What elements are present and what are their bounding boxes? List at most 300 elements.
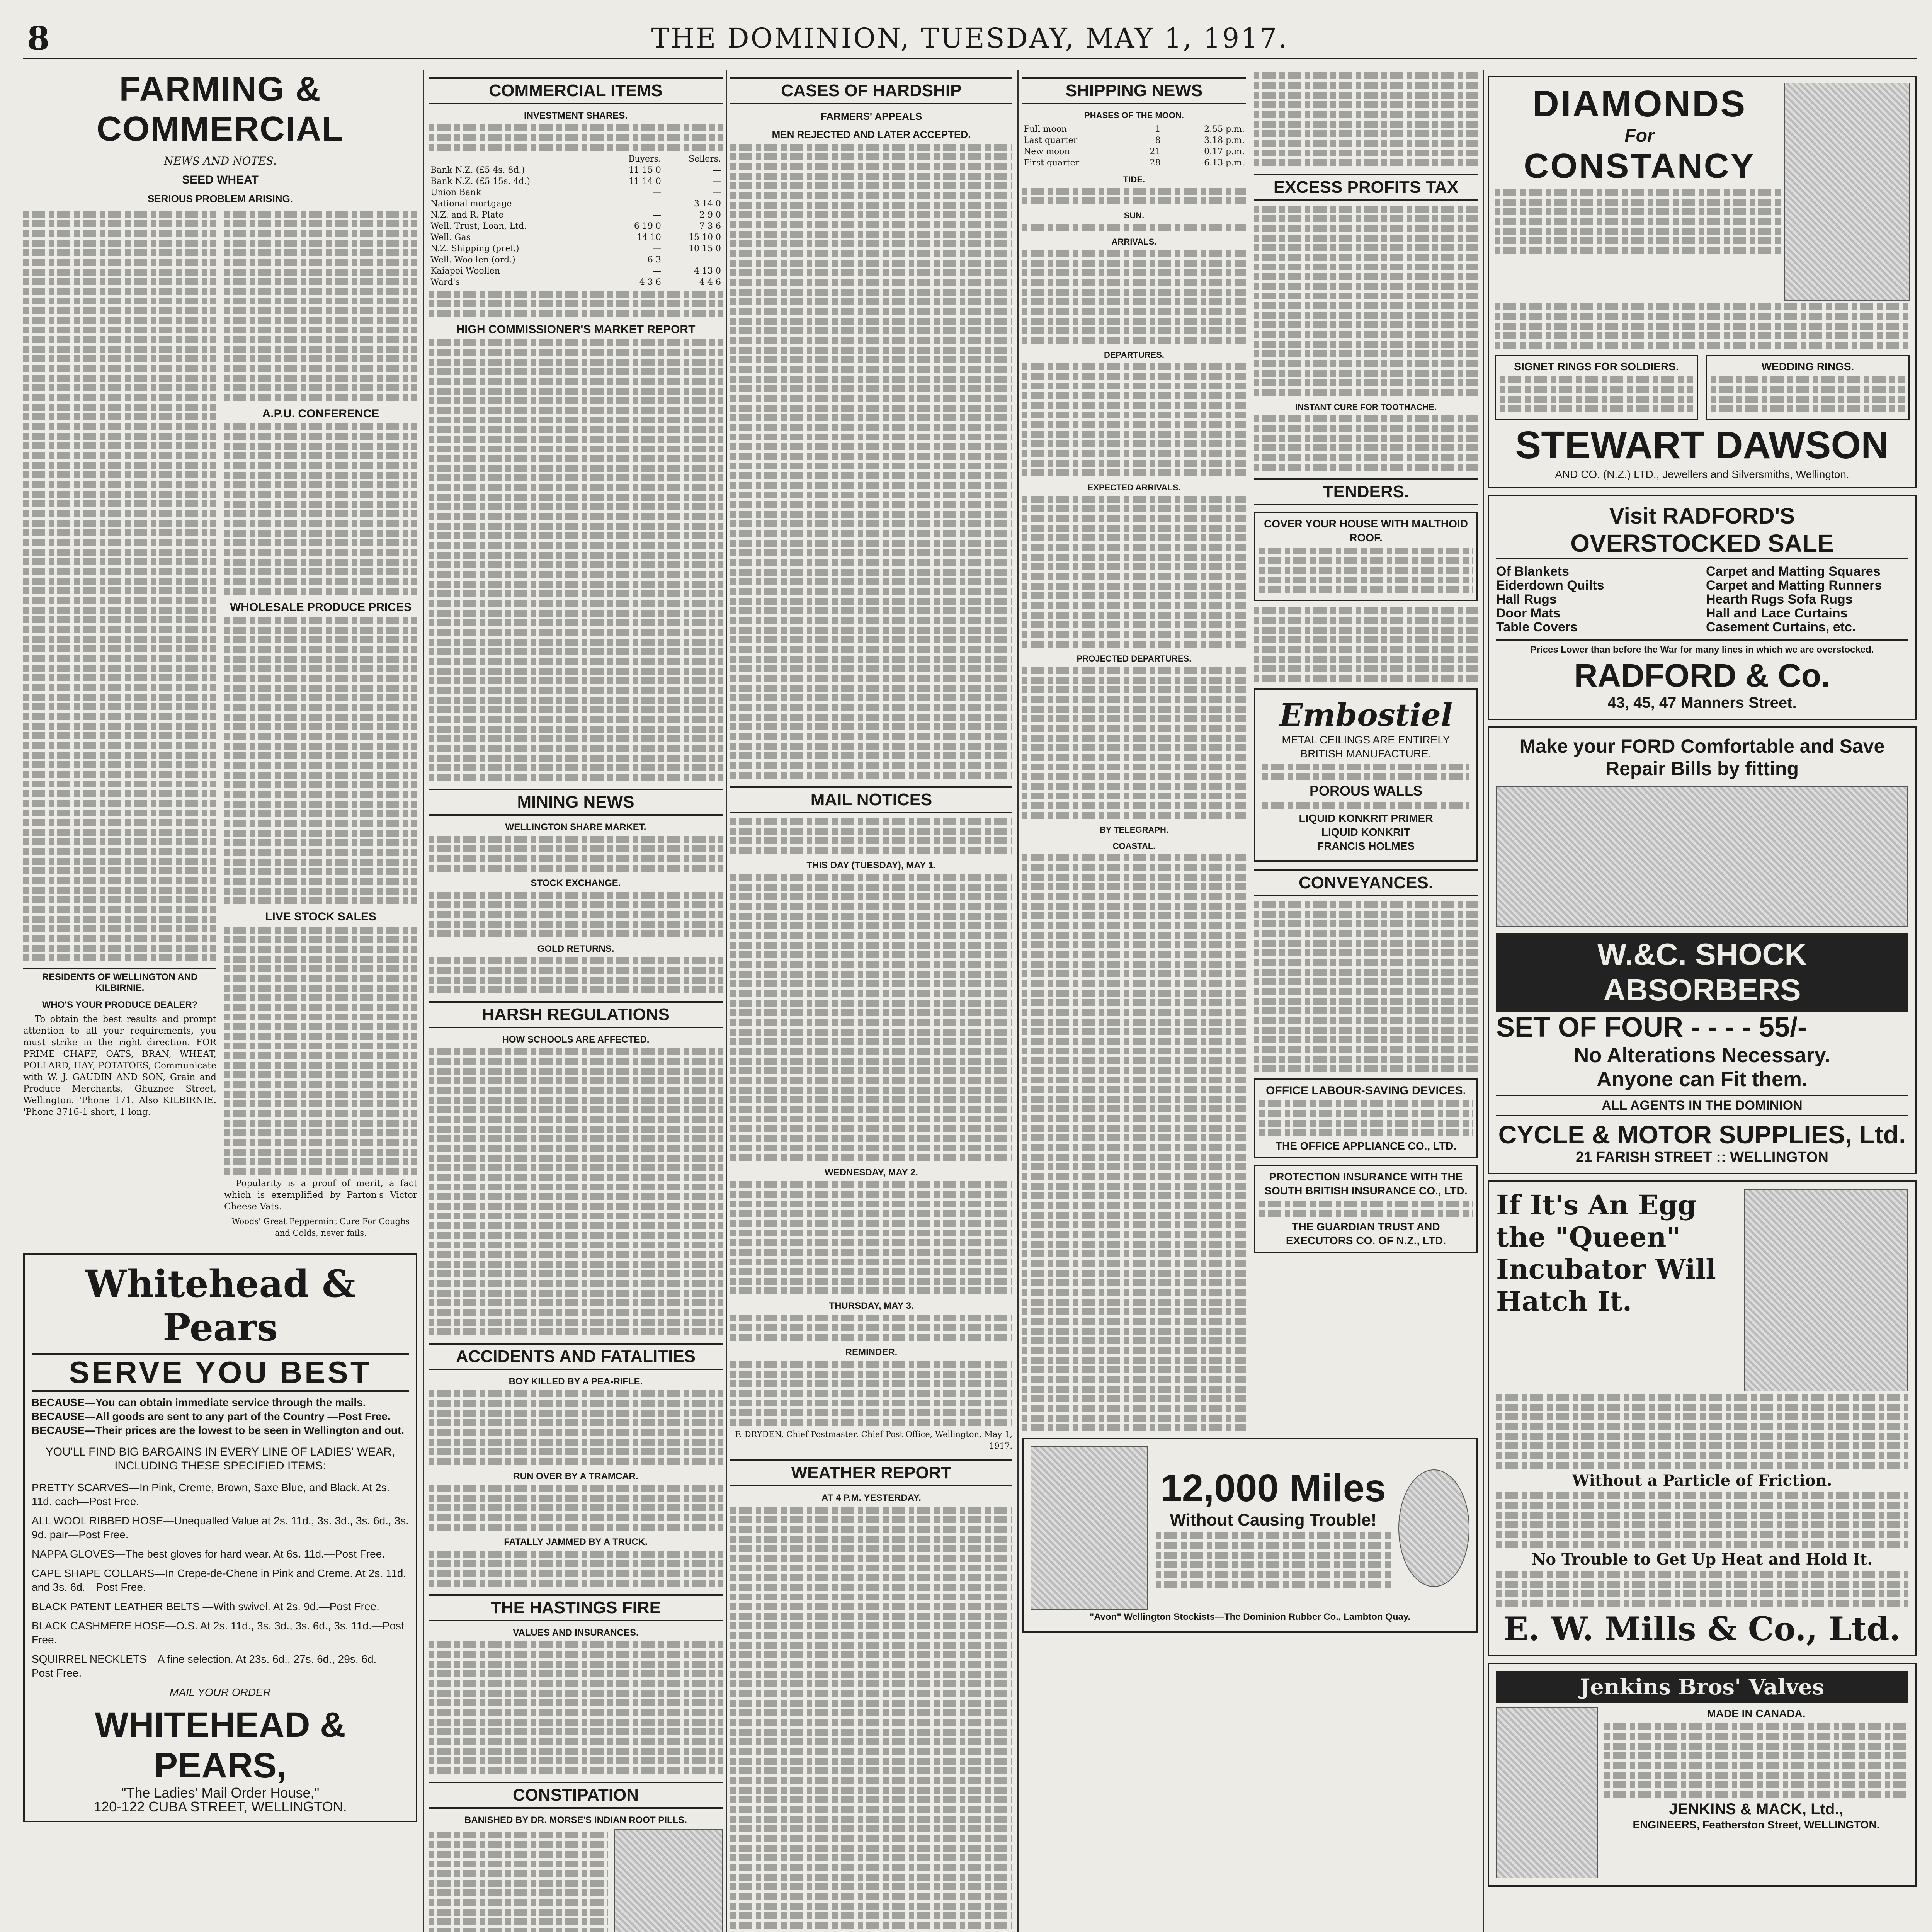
text-line [1022,1077,1246,1083]
text-line [429,378,723,385]
text-line [1254,607,1478,614]
office-appliance: THE OFFICE APPLIANCE CO., LTD. [1275,1140,1457,1152]
table-row [1022,146,1246,157]
commercial-heading: COMMERCIAL ITEMS [429,77,723,104]
text-line [730,1845,1012,1852]
text-line [730,1409,1012,1416]
hastings-heading: THE HASTINGS FIRE [429,1594,723,1621]
text-line [429,513,723,520]
table-row [1022,157,1246,168]
konkrit-primer: LIQUID KONKRIT PRIMER [1299,812,1433,824]
text-line [1254,1007,1478,1014]
text-line [730,1603,1012,1610]
text-line [23,394,216,401]
text-line [1254,150,1478,156]
text-line [730,1719,1012,1726]
text-line [1022,469,1246,476]
whitehead-footer-addr: 120-122 CUBA STREET, WELLINGTON. [94,1799,347,1815]
text-line [1022,1376,1246,1383]
text-line [1254,389,1478,396]
text-line [730,192,1012,199]
text-line [429,930,723,937]
text-line [429,144,723,151]
text-line [730,520,1012,527]
text-line [224,849,417,856]
text-line [1022,1173,1246,1180]
text-line [1496,1571,1908,1578]
text-line [730,617,1012,624]
text-line [224,897,417,904]
column-rule [423,70,424,1932]
text-line [1022,440,1246,447]
text-line [23,471,216,478]
text-line [730,279,1012,286]
whitehead-item: CAPE SHAPE COLLARS—In Crepe-de-Chene in Pink and Creme. At 2s. 11d. and 3s. 6d.—Post Free. [32,1567,406,1593]
text-line [429,1928,608,1932]
popularity-notice: Popularity is a proof of merit, a fact which is exemplified by Parton's Victor Cheese Vats. [224,1179,417,1212]
jenkins-title: Jenkins Bros' Valves [1496,1671,1908,1703]
text-line [429,1242,723,1248]
text-line [224,627,417,634]
text-line [1022,980,1246,987]
text-line [1156,1532,1391,1539]
text-line [1022,1328,1246,1335]
shipping-right [1254,70,1478,1434]
arrivals-heading: ARRIVALS. [1111,237,1157,247]
text-line [1022,298,1246,305]
text-line [429,697,723,704]
text-line [730,1594,1012,1600]
text-line [730,298,1012,305]
thursday-heading: THURSDAY, MAY 3. [829,1301,914,1311]
incubator-heat: No Trouble to Get Up Heat and Hold It. [1531,1550,1873,1568]
text-line [429,368,723,375]
text-line [1022,631,1246,638]
text-line [1496,1404,1908,1411]
text-line [23,925,216,932]
text-line [730,627,1012,634]
text-line [23,674,216,681]
malthoid-title: COVER YOUR HOUSE WITH MALTHOID ROOF. [1264,518,1468,544]
text-line [1254,920,1478,927]
diamonds-constancy: CONSTANCY [1524,147,1755,185]
text-line [1496,1423,1908,1430]
table-row [429,254,723,265]
text-line [1254,159,1478,166]
text-line [23,317,216,324]
harsh-sub: HOW SCHOOLS ARE AFFECTED. [502,1034,650,1045]
reminder-heading: REMINDER. [845,1347,898,1357]
text-line [1254,998,1478,1005]
moon-day: 8 [1155,136,1161,145]
text-line [1254,370,1478,377]
text-line [1254,444,1478,451]
text-line [23,346,216,353]
text-line [224,617,417,624]
text-line [1022,1289,1246,1296]
text-line [1254,341,1478,348]
text-line [1022,903,1246,910]
text-line [1022,1299,1246,1306]
text-line [23,578,216,585]
text-line [1022,505,1246,512]
text-line [23,626,216,633]
avon-text [1156,1466,1391,1590]
table-row [429,232,723,243]
farming-subheading: NEWS AND NOTES. [164,155,277,167]
text-line [1711,396,1905,403]
text-line [730,385,1012,392]
text-line [730,1154,1012,1161]
text-line [429,446,723,452]
text-line [1254,1027,1478,1034]
text-line [429,474,723,481]
share-sell: 7 3 6 [699,221,721,231]
text-line [1496,1413,1908,1420]
text-line [1022,802,1246,809]
shipping-columns [1022,70,1478,1434]
text-line [224,384,417,391]
text-line [224,830,417,837]
text-line [730,990,1012,997]
text-line [730,463,1012,469]
share-name: Kaiapoi Woollen [430,266,500,276]
whitehead-intro: YOU'LL FIND BIG BARGAINS IN EVERY LINE OF LADIES' WEAR, INCLUDING THESE SPECIFIED ITEMS: [45,1446,395,1472]
text-line [429,1719,723,1726]
text-line [429,855,723,862]
text-line [1604,1762,1908,1769]
text-line [23,520,216,527]
text-line [23,761,216,768]
text-line [224,510,417,517]
text-line [429,1439,723,1446]
text-line [1254,627,1478,634]
text-line [1259,586,1473,593]
text-line [224,327,417,333]
text-line [730,144,1012,151]
text-line [23,529,216,536]
text-line [224,1033,417,1040]
text-line [1022,1337,1246,1344]
text-line [730,1058,1012,1065]
whitehead-item: BLACK CASHMERE HOSE—O.S. At 2s. 11d., 3s. 3d., 3s. 6d., 3s. 11d.—Post Free. [32,1620,404,1646]
text-line [429,706,723,713]
text-line [1022,421,1246,428]
text-line [429,1290,723,1297]
table-row [1022,135,1246,146]
text-line [23,887,216,894]
text-line [1022,1308,1246,1315]
no-alterations: No Alterations Necessary. [1574,1044,1830,1067]
text-line [1262,773,1469,780]
text-line [1022,1134,1246,1141]
text-line [730,1516,1012,1523]
text-line [1496,1600,1908,1607]
text-line [1022,677,1246,684]
text-line [224,1091,417,1098]
share-sell: — [713,177,721,186]
cycle-motor: CYCLE & MOTOR SUPPLIES, Ltd. [1498,1120,1906,1149]
share-sell: — [713,165,721,175]
text-line [224,1043,417,1049]
conveyances-heading: CONVEYANCES. [1254,869,1478,896]
text-line [1604,1743,1908,1750]
text-line [730,1220,1012,1227]
seed-wheat-heading: SEED WHEAT [182,173,259,186]
text-line [429,1319,723,1326]
text-line [224,772,417,779]
text-line [730,511,1012,518]
text-line [1022,999,1246,1006]
text-line [224,394,417,401]
boy-heading: BOY KILLED BY A PEA-RIFLE. [509,1376,643,1387]
text-line [1254,264,1478,270]
text-line [1022,563,1246,570]
text-line [1022,592,1246,599]
text-line [429,359,723,366]
text-line [730,1077,1012,1084]
text-line [1495,303,1910,310]
text-line [1022,373,1246,380]
expected-arrivals-heading: EXPECTED ARRIVALS. [1087,483,1181,492]
diamonds-for: For [1624,126,1655,146]
text-line [224,733,417,740]
masthead-title: THE DOMINION, TUESDAY, MAY 1, 1917. [651,22,1289,54]
text-line [730,1096,1012,1103]
text-line [730,913,1012,920]
text-line [23,269,216,276]
text-line [730,685,1012,692]
text-line [1022,1415,1246,1422]
text-line [224,452,417,459]
text-line [1022,534,1246,541]
residents-sub: WHO'S YOUR PRODUCE DEALER? [42,1000,198,1010]
text-line [730,588,1012,595]
text-line [224,1100,417,1107]
text-line [429,1570,723,1577]
shares-table [429,153,723,288]
text-line [1254,206,1478,213]
text-line [429,764,723,771]
text-line [730,1893,1012,1900]
text-line [730,1642,1012,1649]
constipation-heading: CONSTIPATION [429,1782,723,1809]
text-line [1022,961,1246,968]
farming-text-left [23,208,216,1242]
text-line [429,523,723,530]
text-line [1022,573,1246,580]
office-title: OFFICE LABOUR-SAVING DEVICES. [1266,1084,1466,1097]
text-line [1496,1521,1908,1528]
text-line [429,407,723,414]
text-line [224,307,417,314]
text-line [224,665,417,672]
whitehead-pears-ad [23,1253,417,1822]
text-line [730,1584,1012,1591]
text-line [429,986,723,993]
text-line [1022,250,1246,257]
text-line [429,436,723,443]
avon-footer: "Avon" Wellington Stockists—The Dominion Rubber Co., Lambton Quay. [1089,1612,1411,1622]
text-line [1254,244,1478,251]
text-line [23,945,216,952]
text-line [23,645,216,652]
text-line [1604,1723,1908,1730]
stewart-sub: AND CO. (N.Z.) LTD., Jewellers and Silversmiths, Wellington. [1555,468,1849,480]
text-line [429,836,723,843]
text-line [224,230,417,237]
text-line [1495,237,1784,244]
text-line [1254,675,1478,682]
wc-title: W.&C. SHOCK ABSORBERS [1496,933,1908,1012]
stock-exchange-heading: STOCK EXCHANGE. [531,878,621,888]
text-line [429,1495,723,1502]
overstocked-title: OVERSTOCKED SALE [1496,529,1908,559]
text-line [730,723,1012,730]
text-line [1156,1561,1391,1568]
radford-lists [1496,565,1908,634]
jenkins-mack: JENKINS & MACK, Ltd., [1669,1801,1844,1818]
share-buy: — [652,266,661,276]
text-line [730,1287,1012,1294]
text-line [224,559,417,566]
text-line [429,1551,723,1558]
text-line [429,1270,723,1277]
text-line [23,249,216,256]
text-line [1254,92,1478,99]
francis-holmes: FRANCIS HOLMES [1317,840,1415,852]
avon-body [1031,1446,1469,1610]
text-line [23,433,216,440]
text-line [23,790,216,797]
mail-notices-heading: MAIL NOTICES [730,786,1012,813]
text-line [23,549,216,556]
text-line [224,820,417,827]
text-line [1022,874,1246,881]
text-line [224,355,417,362]
moon-time: 0.17 p.m. [1204,147,1245,156]
projected-heading: PROJECTED DEPARTURES. [1077,654,1192,663]
text-line [224,1081,417,1088]
text-line [1254,312,1478,319]
text-line [730,874,1012,881]
text-line [429,561,723,568]
column-rule [1017,70,1019,1932]
text-line [429,349,723,356]
text-line [429,892,723,899]
shock-absorbers-ad [1488,726,1917,1174]
text-line [23,732,216,739]
porous-walls: POROUS WALLS [1309,783,1422,799]
text-line [1022,1125,1246,1132]
share-name: Union Bank [430,188,481,197]
text-line [1254,425,1478,432]
text-line [429,1058,723,1065]
text-line [429,1106,723,1113]
text-line [224,433,417,440]
text-line [224,936,417,943]
text-line [730,1067,1012,1074]
text-line [1259,1210,1473,1217]
signet-title: SIGNET RINGS FOR SOLDIERS. [1514,361,1679,372]
text-line [224,520,417,527]
text-line [429,571,723,578]
text-line [730,1806,1012,1813]
text-line [224,743,417,750]
text-line [730,1555,1012,1562]
text-line [730,1400,1012,1406]
text-line [1259,1110,1473,1117]
text-line [1254,959,1478,966]
jenkins-body [1496,1707,1908,1878]
text-line [1496,1433,1908,1440]
text-line [730,772,1012,779]
text-line [1259,1129,1473,1136]
text-line [730,559,1012,566]
text-line [1022,392,1246,399]
text-line [730,376,1012,383]
text-line [730,1380,1012,1387]
excess-heading: EXCESS PROFITS TAX [1254,174,1478,201]
text-line [429,426,723,433]
text-line [1022,686,1246,693]
tide-heading: TIDE. [1123,175,1145,184]
text-line [730,1390,1012,1397]
constipation-body [429,1829,723,1932]
text-line [1711,376,1905,383]
text-line [730,903,1012,910]
text-line [429,388,723,395]
text-line [1022,783,1246,790]
text-line [429,503,723,510]
text-line [429,1299,723,1306]
text-line [429,1851,608,1858]
moon-phase: First quarter [1024,158,1080,168]
embostiel-sub: METAL CEILINGS ARE ENTIRELY BRITISH MANUFACTURE. [1282,734,1450,760]
text-line [429,977,723,984]
text-line [429,716,723,723]
text-line [1254,283,1478,290]
text-line [1022,308,1246,315]
accidents-heading: ACCIDENTS AND FATALITIES [429,1343,723,1370]
text-line [730,318,1012,325]
text-line [1022,327,1246,334]
text-line [1254,1036,1478,1043]
text-line [224,491,417,498]
text-line [1022,754,1246,761]
column-ads [1488,70,1917,1932]
text-line [1254,215,1478,222]
text-line [1259,1120,1473,1127]
text-line [429,1709,723,1716]
text-line [1022,1260,1246,1267]
miles-sub: Without Causing Trouble! [1170,1510,1377,1529]
text-line [429,1213,723,1219]
text-line [224,220,417,227]
text-line [1022,1163,1246,1170]
jenkins-made: MADE IN CANADA. [1707,1708,1806,1719]
text-line [1254,82,1478,89]
text-line [730,828,1012,835]
whitehead-because-2: BECAUSE—All goods are sent to any part of the Country —Post Free. [32,1410,391,1422]
text-line [730,1038,1012,1045]
text-line [224,1129,417,1136]
text-line [429,1680,723,1687]
text-line [1022,854,1246,861]
text-line [1262,764,1469,770]
incubator-top [1496,1189,1908,1391]
text-line [224,878,417,885]
